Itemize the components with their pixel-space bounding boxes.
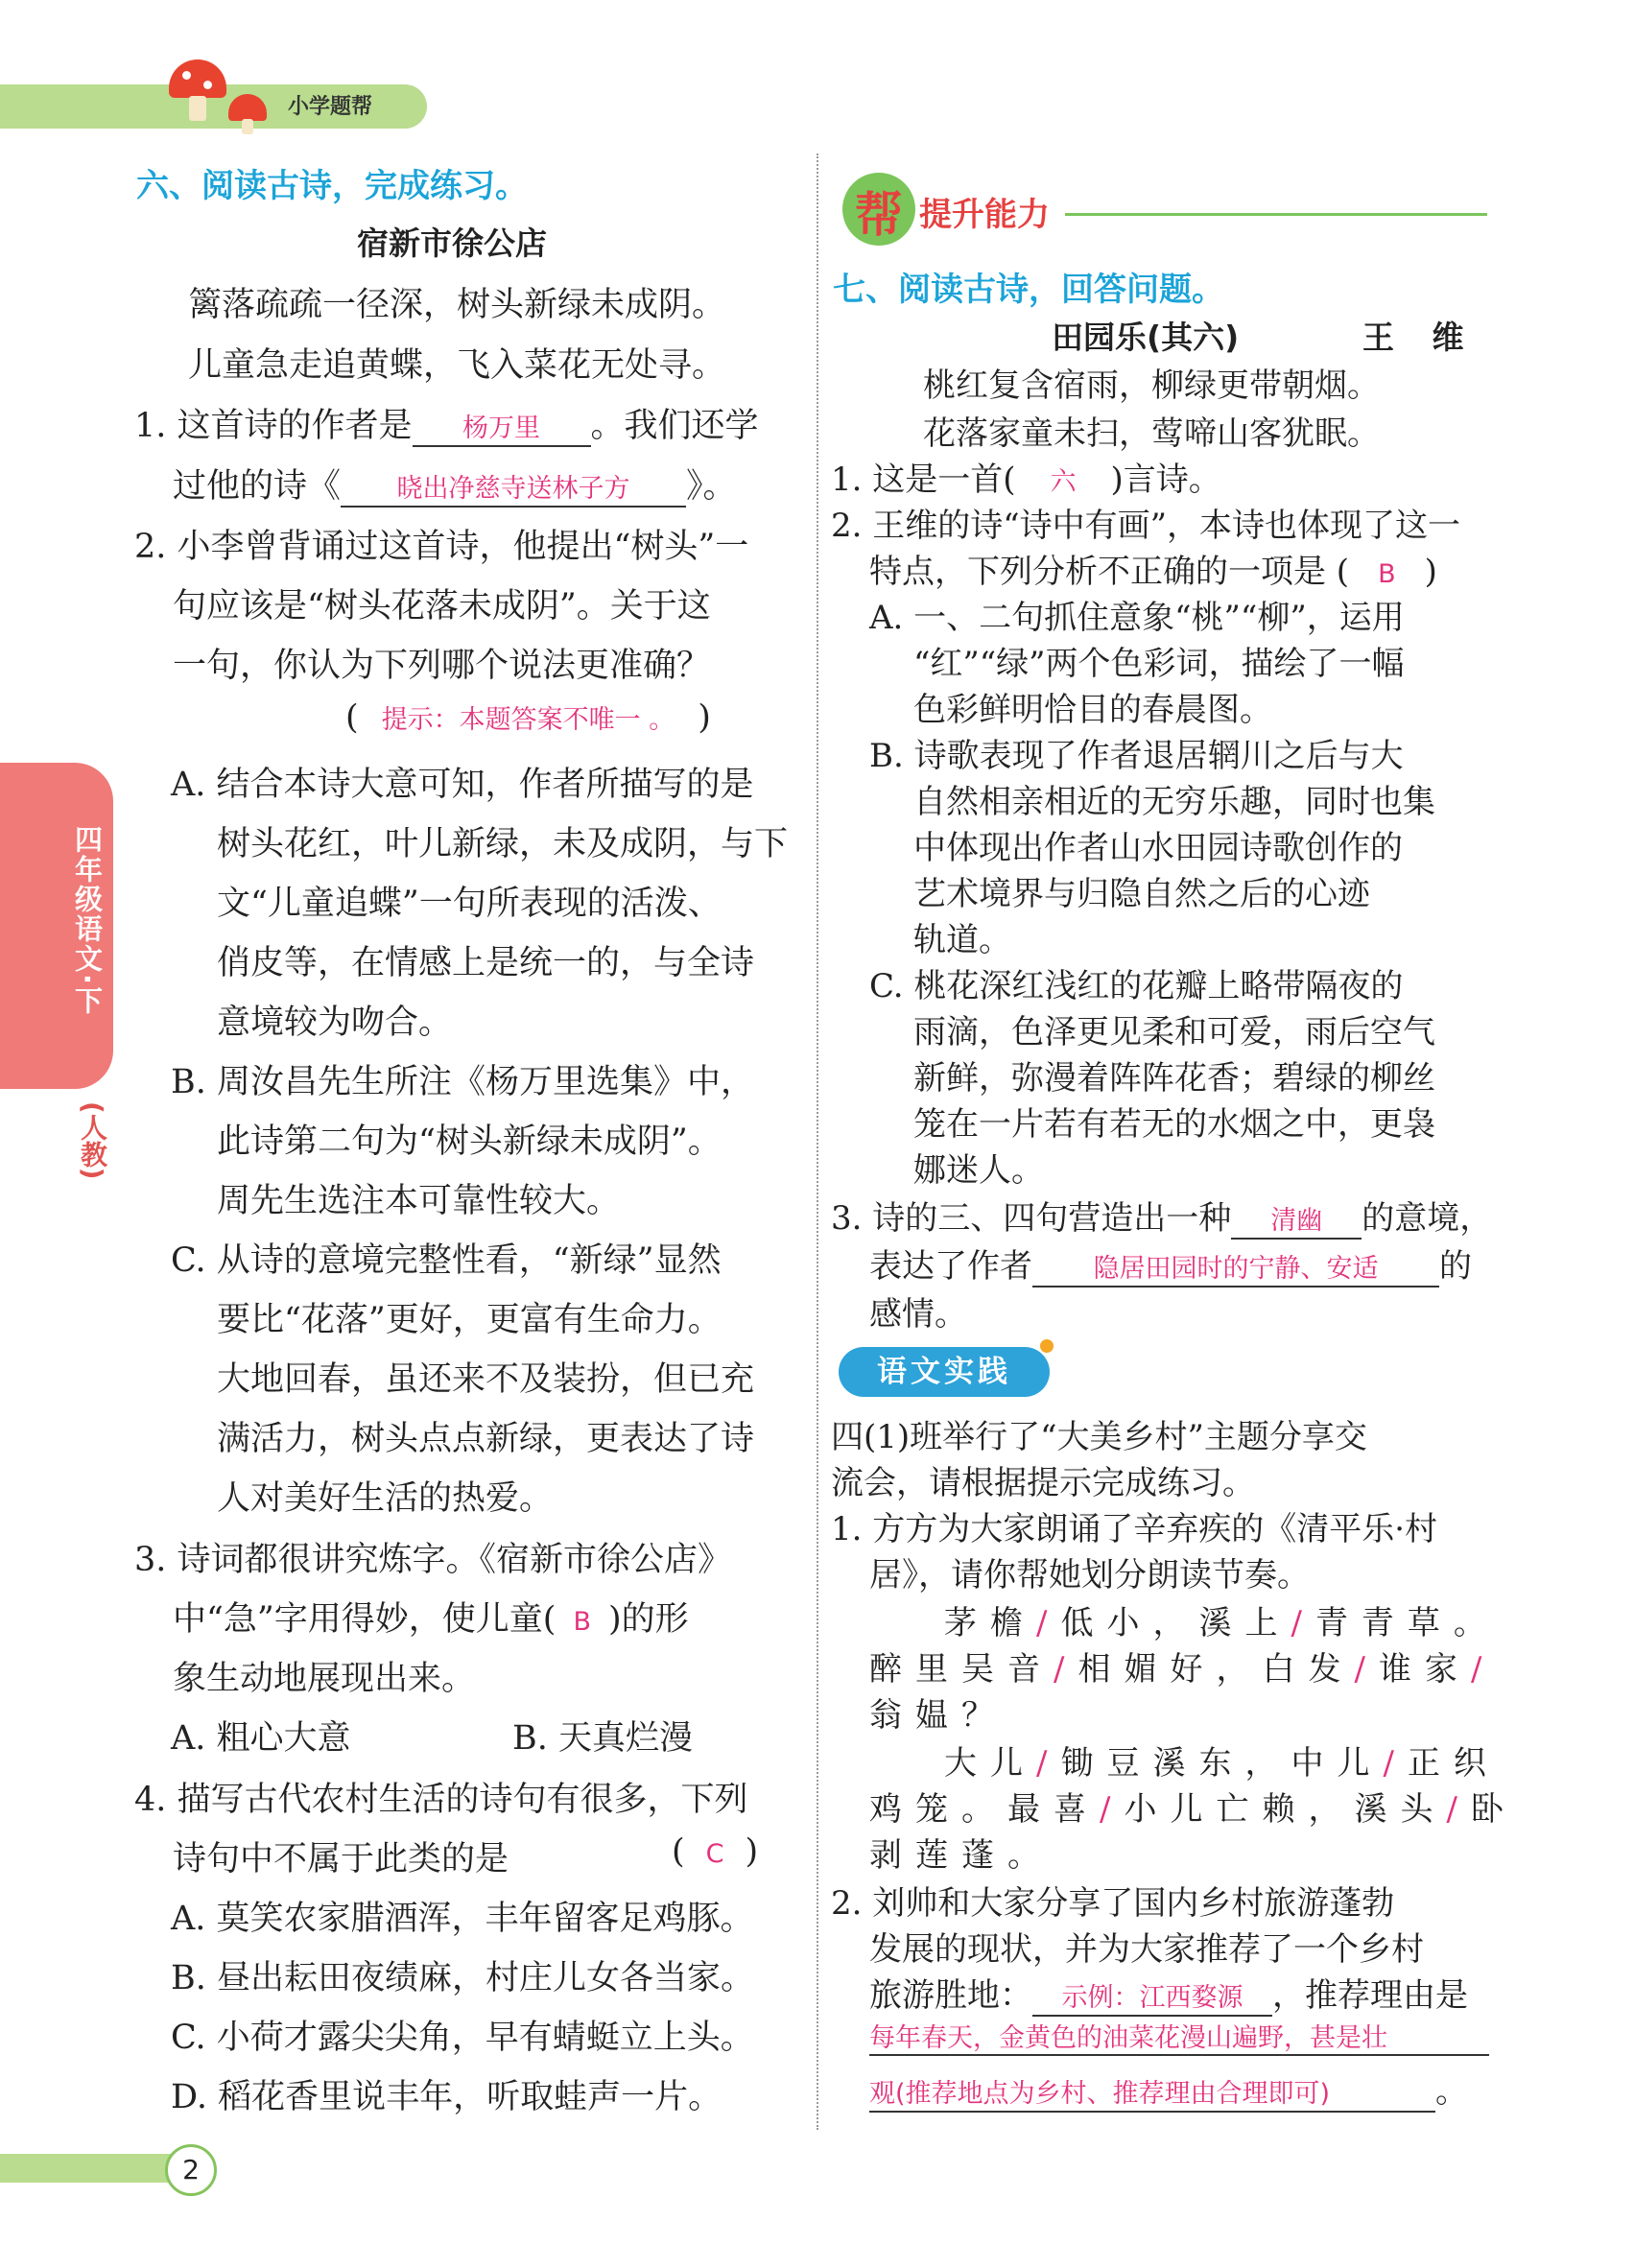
rhythm-line: 鸡笼。最喜/小儿亡赖，溪头/卧 xyxy=(869,1790,1517,1829)
answer-blank xyxy=(341,467,686,508)
practice-intro: 四(1)班举行了“大美乡村”主题分享交 xyxy=(831,1418,1367,1456)
option-a: A. 莫笑农家腊酒浑，丰年留客足鸡豚。 xyxy=(171,1900,754,1938)
question-2: 2. 王维的诗“诗中有画”，本诗也体现了这一 xyxy=(831,507,1461,545)
practice-question-1-line: 居》，请你帮她划分朗读节奏。 xyxy=(869,1556,1310,1595)
answer-text: 六 xyxy=(1050,467,1077,497)
practice-intro: 流会，请根据提示完成练习。 xyxy=(831,1464,1255,1502)
option-line: 娜迷人。 xyxy=(913,1151,1044,1190)
poem-line: 花落家童未扫，莺啼山客犹眠。 xyxy=(923,414,1380,453)
option-c: C. 小荷才露尖尖角，早有蜻蜓立上头。 xyxy=(171,2019,754,2057)
option-a: A. 结合本诗大意可知，作者所描写的是 xyxy=(171,766,754,804)
rhythm-line: 大儿/锄豆溪东，中儿/正织 xyxy=(944,1744,1500,1783)
section-six-heading: 六、阅读古诗，完成练习。 xyxy=(136,167,528,205)
poem-title: 田园乐(其六) xyxy=(1052,319,1240,356)
option-line: 俏皮等，在情感上是统一的，与全诗 xyxy=(217,944,755,982)
edition-label: (人教) xyxy=(77,1101,108,1180)
question-3-line: 感情。 xyxy=(869,1295,967,1334)
option-line: 文“儿童追蝶”一句所表现的活泼、 xyxy=(217,885,722,923)
rhythm-line: 翁媪？ xyxy=(869,1696,1007,1735)
mushroom-stem xyxy=(189,96,206,121)
poem-line: 篱落疏疏一径深，树头新绿未成阴。 xyxy=(188,286,726,324)
option-a: A. 粗心大意 xyxy=(171,1719,351,1758)
answer-text: 示例：江西婺源 xyxy=(1061,1983,1243,2013)
option-line: “红”“绿”两个色彩词，描绘了一幅 xyxy=(913,645,1405,683)
option-b: B. 周汝昌先生所注《杨万里选集》中， xyxy=(171,1063,754,1101)
mushroom-spot xyxy=(182,71,191,80)
mushroom-spot xyxy=(203,81,212,89)
option-c: C. 从诗的意境完整性看，“新绿”显然 xyxy=(171,1241,722,1280)
rhythm-line: 剥莲蓬。 xyxy=(869,1836,1054,1875)
question-4-line: 诗句中不属于此类的是 xyxy=(173,1840,509,1878)
option-line: 人对美好生活的热爱。 xyxy=(217,1479,554,1518)
question-1: 1. 这首诗的作者是 杨万里 。我们还学 xyxy=(134,407,759,445)
answer-text: 观(推荐地点为乡村、推荐理由合理即可) xyxy=(869,2079,1331,2109)
practice-tag: 语文实践 xyxy=(839,1347,1050,1397)
practice-question-1: 1. 方方为大家朗诵了辛弃疾的《清平乐·村 xyxy=(831,1510,1438,1548)
page-number: 2 xyxy=(165,2144,217,2196)
answer-text: 杨万里 xyxy=(462,413,541,443)
option-line: 新鲜，弥漫着阵阵花香；碧绿的柳丝 xyxy=(913,1059,1435,1098)
footer-bar xyxy=(0,2154,173,2183)
answer-paren: ( C ) xyxy=(672,1832,759,1871)
answer-blank xyxy=(1032,1247,1439,1288)
answer-blank xyxy=(869,2072,1435,2113)
option-b: B. 诗歌表现了作者退居辋川之后与大 xyxy=(869,737,1404,775)
question-4: 4. 描写古代农村生活的诗句有很多，下列 xyxy=(134,1781,748,1819)
poem-title: 宿新市徐公店 xyxy=(357,224,547,262)
brand-label: 小学题帮 xyxy=(288,95,373,119)
answer-text: 清幽 xyxy=(1270,1206,1323,1236)
question-1-line2: 过他的诗《 晓出净慈寺送林子方 》。 xyxy=(173,467,737,506)
mushroom-icon xyxy=(169,59,226,98)
option-line: 此诗第二句为“树头新绿未成阴”。 xyxy=(217,1122,722,1161)
answer-blank xyxy=(869,2017,1489,2056)
poem-author: 王 维 xyxy=(1362,319,1478,356)
option-line: 中体现出作者山水田园诗歌创作的 xyxy=(913,829,1403,867)
option-a: A. 一、二句抓住意象“桃”“柳”，运用 xyxy=(869,599,1405,637)
answer-text: B xyxy=(1378,559,1396,589)
option-line: 树头花红，叶儿新绿，未及成阴，与下 xyxy=(217,825,789,863)
small-mushroom-stem xyxy=(242,119,253,134)
option-line: 满活力，树头点点新绿，更表达了诗 xyxy=(217,1420,755,1458)
option-line: 雨滴，色泽更见柔和可爱，雨后空气 xyxy=(913,1013,1435,1051)
option-line: 大地回春，虽还来不及装扮，但已充 xyxy=(217,1360,755,1399)
answer-text: 晓出净慈寺送林子方 xyxy=(396,474,630,504)
answer-text: C xyxy=(705,1839,724,1869)
practice-question-2: 2. 刘帅和大家分享了国内乡村旅游蓬勃 xyxy=(831,1884,1395,1923)
answer-text: 提示：本题答案不唯一 。 xyxy=(381,705,675,735)
question-3-line: 表达了作者 隐居田园时的宁静、安适 的 xyxy=(869,1247,1472,1286)
rhythm-line: 醉里吴音/相媚好，白发/谁家/ xyxy=(869,1650,1496,1689)
option-line: 艺术境界与归隐自然之后的心迹 xyxy=(913,875,1370,913)
practice-question-2-line: 观(推荐地点为乡村、推荐理由合理即可) 。 xyxy=(869,2072,1468,2111)
question-2-line: 特点，下列分析不正确的一项是 ( B ) xyxy=(869,553,1437,591)
rhythm-line: 茅檐/低小，溪上/青青草。 xyxy=(944,1604,1500,1642)
option-line: 意境较为吻合。 xyxy=(217,1004,453,1042)
option-line: 要比“花落”更好，更富有生命力。 xyxy=(217,1301,722,1339)
option-line: 色彩鲜明恰目的春晨图。 xyxy=(913,691,1272,729)
question-3: 3. 诗词都很讲究炼字。《宿新市徐公店》 xyxy=(134,1541,732,1579)
option-b: B. 昼出耘田夜绩麻，村庄儿女各当家。 xyxy=(171,1959,754,1997)
answer-paren: ( 提示：本题答案不唯一 。 ) xyxy=(345,698,711,737)
section-seven-heading: 七、阅读古诗，回答问题。 xyxy=(833,271,1224,309)
question-2-line: 一句，你认为下列哪个说法更准确？ xyxy=(173,647,711,685)
poem-line: 桃红复含宿雨，柳绿更带朝烟。 xyxy=(923,366,1380,405)
question-3-line: 中“急”字用得妙，使儿童( B )的形 xyxy=(173,1600,689,1639)
answer-text: 每年春天，金黄色的油菜花漫山遍野，甚是壮 xyxy=(869,2023,1387,2053)
grade-label: 四年级语文·下 xyxy=(71,825,104,1017)
bang-badge-char: 帮 xyxy=(855,187,903,243)
answer-blank xyxy=(413,407,591,447)
option-line: 自然相亲相近的无穷乐趣，同时也集 xyxy=(913,783,1435,821)
answer-blank xyxy=(1032,1976,1272,2017)
option-c: C. 桃花深红浅红的花瓣上略带隔夜的 xyxy=(869,967,1404,1005)
option-d: D. 稻花香里说丰年，听取蛙声一片。 xyxy=(171,2078,722,2116)
practice-question-2-line: 发展的现状，并为大家推荐了一个乡村 xyxy=(869,1930,1424,1969)
option-line: 周先生选注本可靠性较大。 xyxy=(217,1182,621,1220)
question-2-line: 句应该是“树头花落未成阴”。关于这 xyxy=(173,587,711,626)
answer-blank xyxy=(1231,1199,1362,1240)
practice-question-2-line: 旅游胜地： 示例：江西婺源 ，推荐理由是 xyxy=(869,1976,1468,2015)
answer-text: 隐居田园时的宁静、安适 xyxy=(1093,1254,1379,1284)
question-2: 2. 小李曾背诵过这首诗，他提出“树头”一 xyxy=(134,528,749,566)
answer-text: B xyxy=(573,1607,591,1637)
header-rule xyxy=(1065,213,1487,216)
option-line: 轨道。 xyxy=(913,921,1011,959)
section-header-label: 提升能力 xyxy=(919,196,1050,234)
option-b: B. 天真烂漫 xyxy=(512,1719,693,1758)
question-3: 3. 诗的三、四句营造出一种 清幽 的意境， xyxy=(831,1199,1493,1238)
poem-line: 儿童急走追黄蝶，飞入菜花无处寻。 xyxy=(188,346,726,385)
question-3-line: 象生动地展现出来。 xyxy=(173,1660,476,1698)
question-1: 1. 这是一首( 六 )言诗。 xyxy=(831,461,1221,499)
option-line: 笼在一片若有若无的水烟之中，更袅 xyxy=(913,1105,1435,1144)
practice-tag-dot xyxy=(1040,1339,1054,1353)
column-divider xyxy=(817,154,818,2130)
